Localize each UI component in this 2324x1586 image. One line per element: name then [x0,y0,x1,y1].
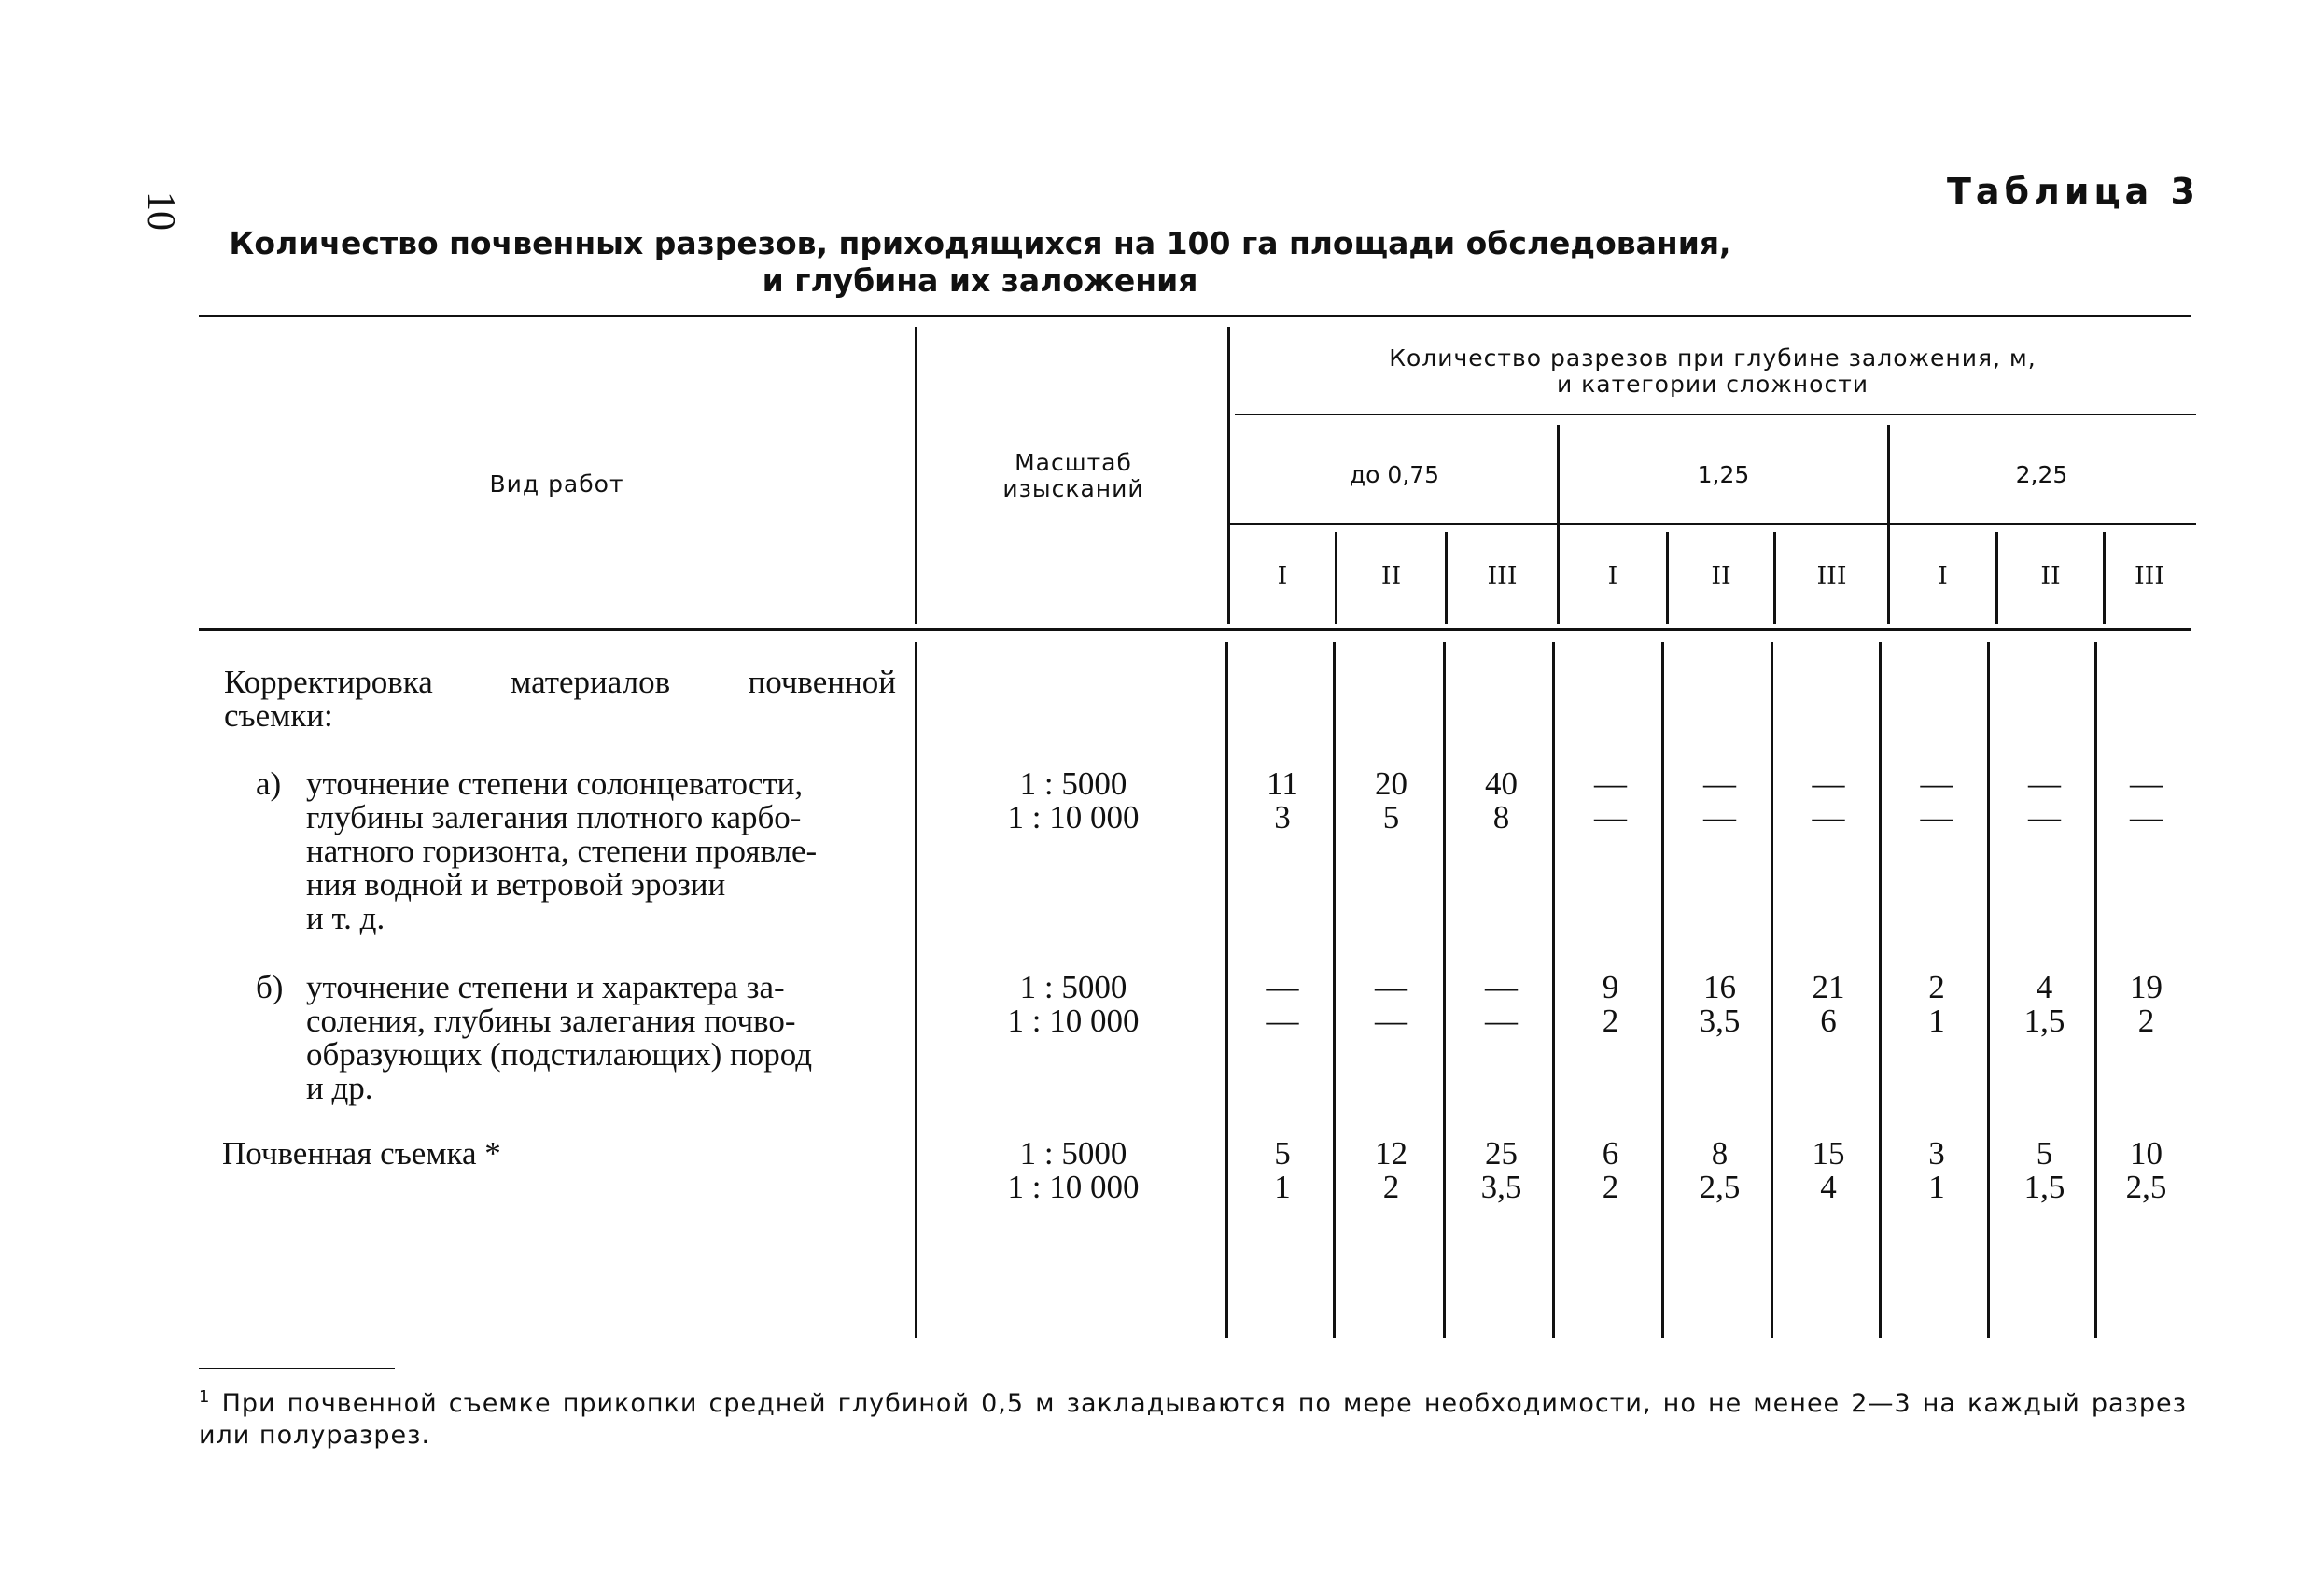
footnote-text: При почвенной съемке прикопки средней глубиной 0,5 м закладываются по мере необходимости, но не менее 2—3 на каждый разрез или полуразрез. [199,1389,2187,1450]
value-cell: 8 2,5 [1699,1135,1741,1205]
header-bottom-rule [199,628,2191,631]
value-cell: — — [1920,765,1953,835]
header-count-line-1: Количество разрезов при глубине заложения, м, [1389,344,2037,372]
section-heading-word: материалов [511,664,671,700]
row-description-line: Почвенная съемка * [222,1135,501,1172]
row-description-line: соления, глубины залегания почво- [306,1003,796,1039]
value-cell: — — [1485,969,1518,1039]
section-heading-line-1 [224,666,896,699]
title-line-2: и глубина их заложения [762,262,1198,299]
category-header: II [2040,562,2061,591]
value-cell: 25 3,5 [1480,1135,1522,1205]
value-cell: 10 2,5 [2125,1135,2167,1205]
value-cell: 20 5 [1375,765,1407,835]
value-cell: 5 1 [1274,1135,1291,1205]
category-header: I [1938,562,1948,591]
category-header: I [1277,562,1288,591]
table-title [187,225,1773,300]
header-count-line-2: и категории сложности [1556,371,1869,398]
footnote-marker: 1 [199,1387,211,1407]
value-cell: 15 4 [1812,1135,1845,1205]
row-description-line: натного горизонта, степени проявле- [306,833,818,869]
row-description-line: уточнение степени и характера за- [306,969,785,1005]
header-scale-line-1: Масштаб [1015,449,1132,476]
value-cell: 2 1 [1928,969,1945,1039]
header-vline [915,327,917,624]
value-cell: 9 2 [1602,969,1619,1039]
row-description-line: и т. д. [306,900,385,936]
row-description-line: образующих (подстилающих) пород [306,1036,813,1073]
scale-cell: 1 : 5000 1 : 10 000 [1007,1135,1140,1205]
header-count [1232,345,2193,398]
header-depth-1: до 0,75 [1349,461,1440,488]
value-cell: 11 3 [1267,765,1298,835]
footnote-rule [199,1368,395,1369]
section-heading-word: Корректировка [224,664,433,700]
category-header: III [1816,562,1847,591]
row-description-line: и др. [306,1070,373,1106]
row-marker: а) [256,765,282,802]
header-depth-3: 2,25 [2015,461,2068,488]
value-cell: — — [1266,969,1299,1039]
category-header: II [1711,562,1731,591]
table-label: Таблица 3 [1946,171,2200,212]
value-cell: — — [1375,969,1407,1039]
row-description-line: ния водной и ветровой эрозии [306,866,726,903]
value-cell: 6 2 [1602,1135,1619,1205]
value-cell: 19 2 [2130,969,2163,1039]
value-cell: 4 1,5 [2023,969,2065,1039]
value-cell: — — [1812,765,1845,835]
value-cell: — — [1594,765,1627,835]
scale-cell: 1 : 5000 1 : 10 000 [1007,765,1140,835]
value-cell: — — [1703,765,1736,835]
value-cell: 16 3,5 [1699,969,1741,1039]
row-description-line: глубины залегания плотного карбо- [306,799,802,835]
scale-cell: 1 : 5000 1 : 10 000 [1007,969,1140,1039]
value-cell: 21 6 [1812,969,1845,1039]
header-scale [919,450,1227,502]
header-scale-line-2: изысканий [1002,475,1144,502]
section-heading-line-2: съемки: [224,697,333,734]
row-marker: б) [256,969,284,1005]
header-vline [1557,425,1560,624]
footnote [199,1382,2187,1452]
header-work-type: Вид работ [489,470,624,498]
section-heading-word: почвенной [748,664,896,700]
value-cell: 40 8 [1485,765,1518,835]
page-number: 10 [139,191,182,231]
category-header: II [1380,562,1402,591]
row-description-line: уточнение степени солонцеватости, [306,765,804,802]
category-header: III [2135,562,2164,591]
header-rule-depth [1235,414,2196,415]
body-vline [915,642,917,1338]
row-description [306,971,896,1105]
header-vline [1887,425,1890,624]
value-cell: 12 2 [1375,1135,1407,1205]
header-rule-category [1230,523,2196,525]
value-cell: — — [2028,765,2061,835]
category-header: I [1607,562,1618,591]
title-line-1: Количество почвенных разрезов, приходящихся на 100 га площади обследования, [229,225,1731,261]
row-description [306,767,896,935]
header-depth-2: 1,25 [1697,461,1750,488]
value-cell: 5 1,5 [2023,1135,2065,1205]
value-cell: — — [2130,765,2163,835]
table-top-rule [199,315,2191,317]
value-cell: 3 1 [1928,1135,1945,1205]
category-header: III [1487,562,1518,591]
